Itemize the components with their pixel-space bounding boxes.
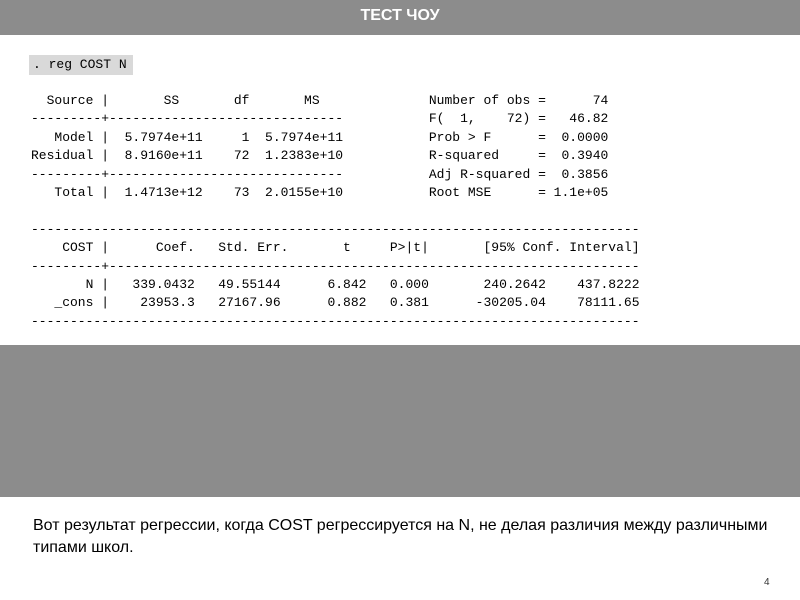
caption-text: Вот результат регрессии, когда COST регрессируется на N, не делая различия между различными типами школ. bbox=[33, 517, 768, 556]
output-line: ---------+------------------------------ Adj R-squared = 0.3856 bbox=[31, 166, 609, 182]
output-line: N | 339.0432 49.55144 6.842 0.000 240.2642 437.8222 bbox=[31, 277, 640, 293]
output-line: ---------+-------------------------------------------------------------------- bbox=[31, 258, 640, 274]
output-line: _cons | 23953.3 27167.96 0.882 0.381 -30205.04 78111.65 bbox=[31, 295, 640, 311]
output-line: ---------+------------------------------ F( 1, 72) = 46.82 bbox=[31, 111, 609, 127]
stata-command: . reg COST N bbox=[29, 55, 133, 75]
slide-title: ТЕСТ ЧОУ bbox=[360, 7, 440, 24]
title-bar bbox=[0, 0, 800, 35]
output-line: Total | 1.4713e+12 73 2.0155e+10 Root MSE = 1.1e+05 bbox=[31, 185, 609, 201]
output-line: ------------------------------------------------------------------------------ bbox=[31, 313, 640, 329]
output-line: ------------------------------------------------------------------------------ bbox=[31, 221, 640, 237]
gray-panel bbox=[0, 345, 800, 497]
page-number: 4 bbox=[764, 577, 770, 588]
output-line: COST | Coef. Std. Err. t P>|t| [95% Conf. Interval] bbox=[31, 240, 640, 256]
output-line: Source | SS df MS Number of obs = 74 bbox=[31, 93, 609, 108]
output-line: Residual | 8.9160e+11 72 1.2383e+10 R-squared = 0.3940 bbox=[31, 148, 609, 164]
output-line: Model | 5.7974e+11 1 5.7974e+11 Prob > F = 0.0000 bbox=[31, 129, 609, 145]
regression-output bbox=[31, 92, 640, 331]
